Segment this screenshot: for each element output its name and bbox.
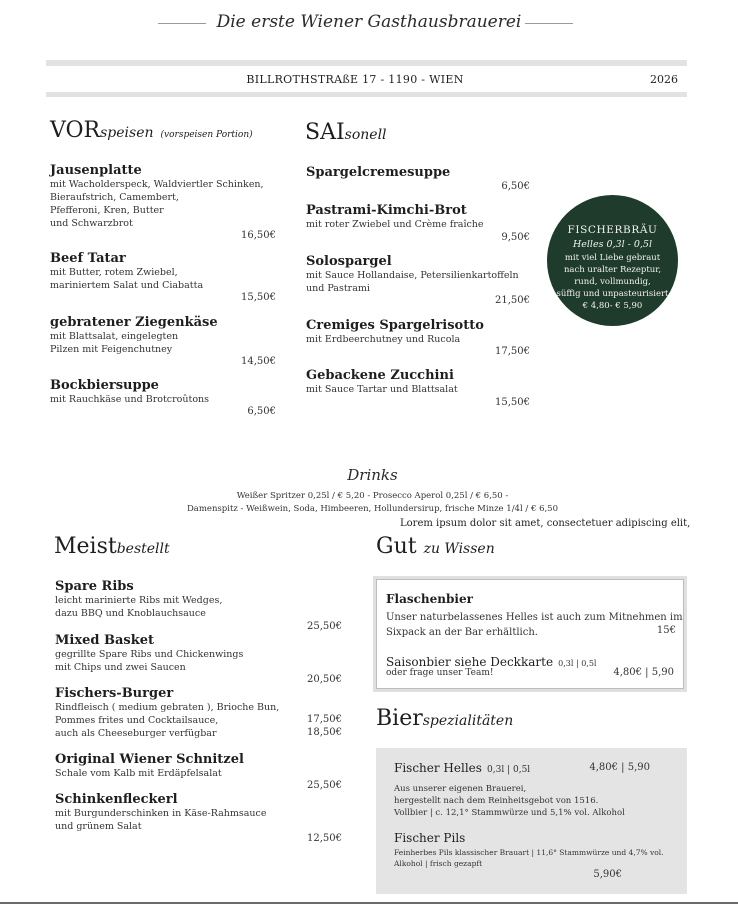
- item-desc-line: mit Erdbeerchutney und Rucola: [306, 334, 461, 345]
- fischerbraeu-title: FISCHERBRÄU: [567, 224, 658, 236]
- item-price: 15,50€: [495, 397, 530, 408]
- meistbestellt-title-main: Meist: [54, 534, 117, 559]
- bierspezialitaeten-title-sub: spezialitäten: [422, 713, 514, 729]
- menu-item: [50, 251, 280, 292]
- saisonbier-note: oder frage unser Team!: [386, 668, 494, 678]
- menu-item: [55, 792, 305, 833]
- item-desc-line: Rindfleisch ( medium gebraten ), Brioche Bun,: [55, 702, 280, 713]
- saisonbier-price: 4,80€ | 5,90: [613, 667, 674, 678]
- bierspezialitaeten-title-main: Bier: [376, 706, 423, 731]
- item-price: 18,50€: [307, 727, 342, 738]
- item-name: Fischers-Burger: [55, 686, 174, 701]
- item-desc-line: Bieraufstrich, Camembert,: [50, 192, 179, 203]
- item-price: 25,50€: [307, 621, 342, 632]
- item-name: Spare Ribs: [55, 579, 134, 594]
- item-name: Pastrami-Kimchi-Brot: [306, 203, 467, 218]
- menu-item: [55, 633, 305, 674]
- vorspeisen-title-note: (vorspeisen Portion): [160, 130, 253, 140]
- item-price: 16,50€: [241, 230, 276, 241]
- item-desc-line: mit Rauchkäse und Brotcroûtons: [50, 394, 210, 405]
- address: BILLROTHSTRAßE 17 - 1190 - WIEN: [246, 73, 464, 86]
- vorspeisen-title-main: VOR: [50, 118, 101, 143]
- item-desc-line: mit Sauce Tartar und Blattsalat: [306, 384, 458, 395]
- drinks-line-1: Weißer Spritzer 0,25l / € 5,20 - Prosecco Aperol 0,25l / € 6,50 -: [236, 491, 509, 501]
- fischerbraeu-sub: Helles 0,3l - 0,5l: [572, 239, 653, 250]
- bierspezialitaeten-title: [376, 706, 513, 731]
- gutzuwissen-title: [376, 534, 495, 559]
- drinks-line-2: Damenspitz - Weißwein, Soda, Himbeeren, Hollundersirup, frische Minze 1/4l / € 6,50: [186, 504, 558, 514]
- flaschenbier-price: 15€: [656, 625, 676, 636]
- menu-item: [306, 165, 546, 180]
- address-band-bottom: [46, 92, 687, 97]
- menu-item: [50, 163, 280, 230]
- item-desc-line: mit Blattsalat, eingelegten: [50, 331, 179, 342]
- item-price: 9,50€: [501, 232, 530, 243]
- saisonbier-title: Saisonbier siehe Deckkarte: [386, 655, 554, 669]
- item-desc-line: mit roter Zwiebel und Crème fraîche: [306, 219, 484, 230]
- pils-price: 5,90€: [593, 869, 622, 880]
- item-name: Gebackene Zucchini: [306, 368, 454, 383]
- saisonell-title: [305, 120, 387, 145]
- item-desc-line: mit Wacholderspeck, Waldviertler Schinken,: [50, 179, 264, 190]
- helles-size: 0,3l | 0,5l: [487, 765, 531, 775]
- menu-item: [55, 752, 305, 780]
- item-desc-line: und Pastrami: [306, 283, 370, 294]
- drinks-title: Drinks: [347, 466, 398, 484]
- saisonell-title-main: SAI: [305, 120, 345, 145]
- pils-name: Fischer Pils: [394, 831, 466, 845]
- address-band-top: [46, 60, 687, 66]
- meistbestellt-title: [54, 534, 170, 559]
- fischerbraeu-price: € 4,80- € 5,90: [582, 301, 643, 311]
- item-name: Cremiges Spargelrisotto: [306, 318, 484, 333]
- menu-item: [306, 318, 546, 346]
- gutzuwissen-title-sub: zu Wissen: [423, 541, 495, 557]
- menu-item: [55, 579, 305, 620]
- item-desc-line: dazu BBQ und Knoblauchsauce: [55, 608, 206, 619]
- pils-desc-line: Alkohol | frisch gezapft: [394, 859, 483, 868]
- saisonbier-size: 0,3l | 0,5l: [558, 659, 597, 668]
- menu-item: [306, 254, 546, 295]
- item-price: 25,50€: [307, 780, 342, 791]
- item-name: Spargelcremesuppe: [306, 165, 451, 180]
- fischerbraeu-line: süffig und unpasteurisiert: [556, 289, 669, 299]
- item-desc-line: und grünem Salat: [55, 821, 142, 832]
- lorem-text: Lorem ipsum dolor sit amet, consectetuer adipiscing elit,: [400, 518, 691, 529]
- helles-desc-line: Vollbier | c. 12,1° Stammwürze und 5,1% vol. Alkohol: [394, 808, 625, 818]
- flaschenbier-title: Flaschenbier: [386, 592, 473, 606]
- item-price: 21,50€: [495, 295, 530, 306]
- fischerbraeu-line: nach uralter Rezeptur,: [563, 265, 662, 275]
- item-desc-line: mit Chips und zwei Saucen: [55, 662, 186, 673]
- flaschenbier-text-line: Unser naturbelassenes Helles ist auch zum Mitnehmen im: [386, 612, 683, 623]
- vorspeisen-title: [50, 118, 253, 143]
- item-name: Solospargel: [306, 254, 392, 269]
- bottom-rule: [0, 902, 738, 904]
- helles-price: 4,80€ | 5,90: [589, 762, 650, 773]
- helles-name: Fischer Helles: [394, 761, 482, 775]
- helles-desc-line: Aus unserer eigenen Brauerei,: [394, 784, 527, 794]
- item-desc-line: mit Burgunderschinken in Käse-Rahmsauce: [55, 808, 267, 819]
- item-desc-line: Pilzen mit Feigenchutney: [50, 344, 173, 355]
- pils-desc: [394, 847, 684, 869]
- item-price: 20,50€: [307, 674, 342, 685]
- item-desc-line: leicht marinierte Ribs mit Wedges,: [55, 595, 223, 606]
- item-name: Schinkenfleckerl: [55, 792, 178, 807]
- item-price: 6,50€: [501, 181, 530, 192]
- item-name: Original Wiener Schnitzel: [55, 752, 244, 767]
- item-desc-line: mariniertem Salat und Ciabatta: [50, 280, 204, 291]
- item-name: Beef Tatar: [50, 251, 126, 266]
- helles-heading: [394, 757, 530, 776]
- helles-desc-line: hergestellt nach dem Reinheitsgebot von 1516.: [394, 796, 599, 806]
- item-desc-line: und Schwarzbrot: [50, 218, 133, 229]
- item-desc-line: mit Butter, rotem Zwiebel,: [50, 267, 178, 278]
- fischerbraeu-line: rund, vollmundig,: [574, 277, 651, 287]
- menu-item: [50, 315, 280, 356]
- item-name: gebratener Ziegenkäse: [50, 315, 218, 330]
- item-price: 14,50€: [241, 356, 276, 367]
- menu-item: [50, 378, 280, 406]
- gutzuwissen-title-main: Gut: [376, 534, 417, 559]
- item-name: Bockbiersuppe: [50, 378, 159, 393]
- item-desc-line: Schale vom Kalb mit Erdäpfelsalat: [55, 768, 222, 779]
- item-price: 6,50€: [247, 406, 276, 417]
- flaschenbier-text-line: Sixpack an der Bar erhältlich.: [386, 627, 538, 638]
- item-price: 17,50€: [307, 714, 342, 725]
- fischerbraeu-line: mit viel Liebe gebraut: [564, 253, 661, 263]
- item-name: Mixed Basket: [55, 633, 154, 648]
- year: 2026: [650, 73, 678, 86]
- header-title: Die erste Wiener Gasthausbrauerei: [216, 12, 522, 32]
- fischerbraeu-badge: [547, 195, 678, 326]
- fischerbraeu-text: [547, 252, 678, 312]
- menu-item: [306, 368, 546, 396]
- item-desc-line: auch als Cheeseburger verfügbar: [55, 728, 217, 739]
- vorspeisen-title-sub: speisen: [100, 125, 154, 141]
- item-desc-line: Pommes frites und Cocktailsauce,: [55, 715, 219, 726]
- item-price: 12,50€: [307, 833, 342, 844]
- helles-desc: [394, 783, 684, 819]
- item-name: Jausenplatte: [50, 163, 142, 178]
- meistbestellt-title-sub: bestellt: [116, 541, 170, 557]
- menu-item: [306, 203, 546, 231]
- item-price: 15,50€: [241, 292, 276, 303]
- item-desc-line: Pfefferoni, Kren, Butter: [50, 205, 164, 216]
- item-desc-line: mit Sauce Hollandaise, Petersilienkartoffeln: [306, 270, 519, 281]
- pils-desc-line: Feinherbes Pils klassischer Brauart | 11,6° Stammwürze und 4,7% vol.: [394, 848, 664, 857]
- saisonell-title-sub: sonell: [344, 127, 387, 143]
- item-price: 17,50€: [495, 346, 530, 357]
- item-desc-line: gegrillte Spare Ribs und Chickenwings: [55, 649, 244, 660]
